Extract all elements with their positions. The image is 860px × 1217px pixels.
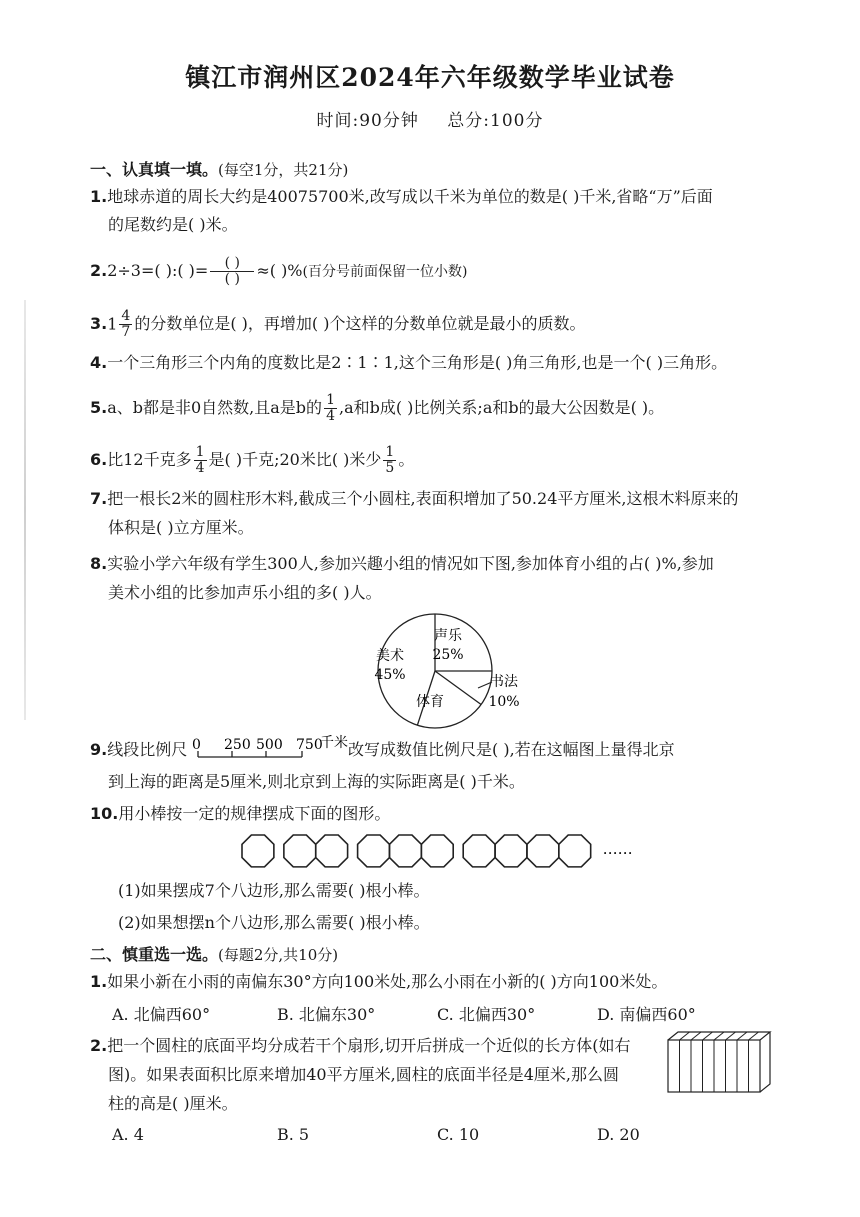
cuboid-top-strip-line <box>714 1032 724 1040</box>
question-text: 把一根长2米的圆柱形木料,截成三个小圆柱,表面积增加了50.24平方厘米,这根木料原来的 <box>107 489 739 508</box>
question-5 <box>90 393 664 424</box>
page-title: 镇江市润州区2024年六年级数学毕业试卷 <box>185 63 675 92</box>
question-text: 2÷3=( ):( )= <box>107 261 209 280</box>
question-8-cont <box>108 582 382 604</box>
octagon <box>316 835 348 867</box>
section-1-title: 一、认真填一填。 <box>90 160 219 179</box>
question-text: 。 <box>398 450 415 469</box>
fraction <box>119 309 132 340</box>
interest-group-pie-chart <box>350 608 520 734</box>
pie-slice-percent: 45% <box>374 667 406 683</box>
question-text: 地球赤道的周长大约是40075700米,改写成以千米为单位的数是( )千米,省略“万”后面 <box>107 187 713 206</box>
line-scale-bar <box>190 733 360 763</box>
question-text: 体积是( )立方厘米。 <box>108 518 254 537</box>
question-text: 如果小新在小雨的南偏东30°方向100米处,那么小雨在小新的( )方向100米处。 <box>107 972 668 991</box>
section-2-heading <box>90 942 338 965</box>
question-number: 2. <box>90 1036 108 1055</box>
total-score: 总分:100分 <box>447 111 544 131</box>
choice-question-2 <box>90 1035 631 1057</box>
option-c: C. 10 <box>437 1125 480 1144</box>
question-number: 1. <box>90 187 108 206</box>
octagon <box>358 835 390 867</box>
fraction-numerator: 1 <box>385 444 395 460</box>
question-number: 5. <box>90 398 108 417</box>
octagon <box>284 835 316 867</box>
question-10 <box>90 803 390 825</box>
octagon <box>242 835 274 867</box>
option-b: B. 5 <box>277 1125 310 1144</box>
question-text: 实验小学六年级有学生300人,参加兴趣小组的情况如下图,参加体育小组的占( )%,参加 <box>107 554 714 573</box>
section-1-heading <box>90 157 348 180</box>
fraction <box>324 393 337 424</box>
question-2 <box>90 256 467 287</box>
question-text: 美术小组的比参加声乐小组的多( )人。 <box>108 583 382 602</box>
question-1-cont <box>108 214 238 236</box>
question-number: 7. <box>90 489 108 508</box>
cuboid-top-strip-line <box>703 1032 713 1040</box>
pie-slice-percent: 10% <box>488 694 520 710</box>
scale-unit: 千米 <box>320 735 348 751</box>
option-d: D. 20 <box>597 1125 640 1144</box>
option-b: B. 北偏东30° <box>277 1005 376 1024</box>
question-text: ,a和b成( )比例关系;a和b的最大公因数是( )。 <box>338 398 665 417</box>
pattern-ellipsis: …… <box>602 840 633 858</box>
question-number: 3. <box>90 314 108 333</box>
question-text: 的分数单位是( )，再增加( )个这样的分数单位就是最小的质数。 <box>134 314 586 333</box>
octagon-pattern-figure <box>238 832 658 874</box>
question-text: 柱的高是( )厘米。 <box>108 1094 238 1113</box>
question-note: (百分号前面保留一位小数) <box>302 264 468 280</box>
cuboid-top-strip-line <box>726 1032 736 1040</box>
question-10-sub-1 <box>118 880 430 902</box>
question-text: 把一个圆柱的底面平均分成若干个扇形,切开后拼成一个近似的长方体(如右 <box>107 1036 631 1055</box>
question-9-cont <box>108 771 525 793</box>
time-limit: 时间:90分钟 <box>316 111 419 131</box>
octagon <box>389 835 421 867</box>
question-3 <box>90 309 585 340</box>
section-1-note: (每空1分，共21分) <box>218 161 349 179</box>
question-text: 图)。如果表面积比原来增加40平方厘米,圆柱的底面半径是4厘米,那么圆 <box>108 1065 619 1084</box>
fraction <box>194 445 207 476</box>
section-2-title: 二、慎重选一选。 <box>90 945 219 964</box>
octagon <box>527 835 559 867</box>
fraction-denominator: 4 <box>195 460 205 476</box>
option-a: A. 北偏西60° <box>112 1005 211 1024</box>
pie-slice-name: 声乐 <box>434 628 462 644</box>
question-text: ≈( )% <box>256 261 303 280</box>
choice-question-1 <box>90 971 667 993</box>
section-2-note: (每题2分,共10分) <box>218 946 339 964</box>
pie-slice-name: 体育 <box>416 694 444 710</box>
pie-slice-name: 书法 <box>490 674 518 690</box>
option-d: D. 南偏西60° <box>597 1005 696 1024</box>
question-4 <box>90 352 727 374</box>
question-text: (1)如果摆成7个八边形,那么需要( )根小棒。 <box>118 881 430 900</box>
question-7-cont <box>108 517 254 539</box>
octagon <box>463 835 495 867</box>
fraction-numerator: 4 <box>121 308 131 324</box>
octagon <box>559 835 591 867</box>
octagon <box>495 835 527 867</box>
question-number: 8. <box>90 554 108 573</box>
fraction-denominator: ( ) <box>224 271 241 287</box>
question-text: 是( )千克;20米比( )米少 <box>208 450 382 469</box>
question-9 <box>90 739 187 761</box>
question-text: (2)如果想摆n个八边形,那么需要( )根小棒。 <box>118 913 430 932</box>
option-a: A. 4 <box>112 1125 144 1144</box>
scale-tick-250: 250 <box>224 737 251 753</box>
subtitle <box>0 106 860 131</box>
question-7 <box>90 488 738 510</box>
fraction-denominator: 7 <box>121 324 131 340</box>
question-8 <box>90 553 714 575</box>
question-text: 到上海的距离是5厘米,则北京到上海的实际距离是( )千米。 <box>108 772 525 791</box>
cuboid-top-strip-line <box>749 1032 759 1040</box>
octagon <box>421 835 453 867</box>
question-number: 2. <box>90 261 108 280</box>
scale-tick-750: 750 <box>296 737 323 753</box>
question-number: 4. <box>90 353 108 372</box>
choice-question-2-cont <box>108 1064 619 1086</box>
fraction <box>383 445 396 476</box>
cuboid-top-strip-line <box>737 1032 747 1040</box>
question-6 <box>90 445 414 476</box>
scan-edge <box>24 300 26 720</box>
question-1 <box>90 186 713 208</box>
question-text: 比12千克多 <box>107 450 192 469</box>
cuboid-top-strip-line <box>680 1032 690 1040</box>
fraction-numerator: 1 <box>326 392 335 408</box>
question-text: 改写成数值比例尺是( ),若在这幅图上量得北京 <box>348 740 675 759</box>
question-number: 6. <box>90 450 108 469</box>
approx-cuboid-figure <box>664 1030 776 1096</box>
blank-fraction <box>210 256 254 287</box>
question-number: 9. <box>90 740 108 759</box>
cuboid-side-face <box>760 1032 770 1092</box>
cuboid-top-strip-line <box>691 1032 701 1040</box>
option-c: C. 北偏西30° <box>437 1005 536 1024</box>
question-text: 一个三角形三个内角的度数比是2∶1∶1,这个三角形是( )角三角形,也是一个( )三角形。 <box>107 353 728 372</box>
pie-slice-name: 美术 <box>376 648 404 664</box>
fraction-denominator: 5 <box>385 460 395 476</box>
mixed-number-integer: 1 <box>107 314 118 334</box>
scale-tick-500: 500 <box>256 737 283 753</box>
scale-tick-0: 0 <box>192 737 201 753</box>
pie-slice-percent: 25% <box>432 647 464 663</box>
question-10-sub-2 <box>118 912 430 934</box>
question-number: 1. <box>90 972 108 991</box>
fraction-numerator: 1 <box>195 444 205 460</box>
question-text: a、b都是非0自然数,且a是b的 <box>107 398 323 417</box>
fraction-numerator: ( ) <box>210 256 254 272</box>
choice-question-2-cont <box>108 1093 238 1115</box>
question-number: 10. <box>90 804 119 823</box>
question-text: 用小棒按一定的规律摆成下面的图形。 <box>118 804 391 823</box>
question-text: 线段比例尺 <box>107 740 188 759</box>
question-text: 的尾数约是( )米。 <box>108 215 238 234</box>
question-9-rest <box>348 739 675 761</box>
fraction-denominator: 4 <box>326 408 335 424</box>
